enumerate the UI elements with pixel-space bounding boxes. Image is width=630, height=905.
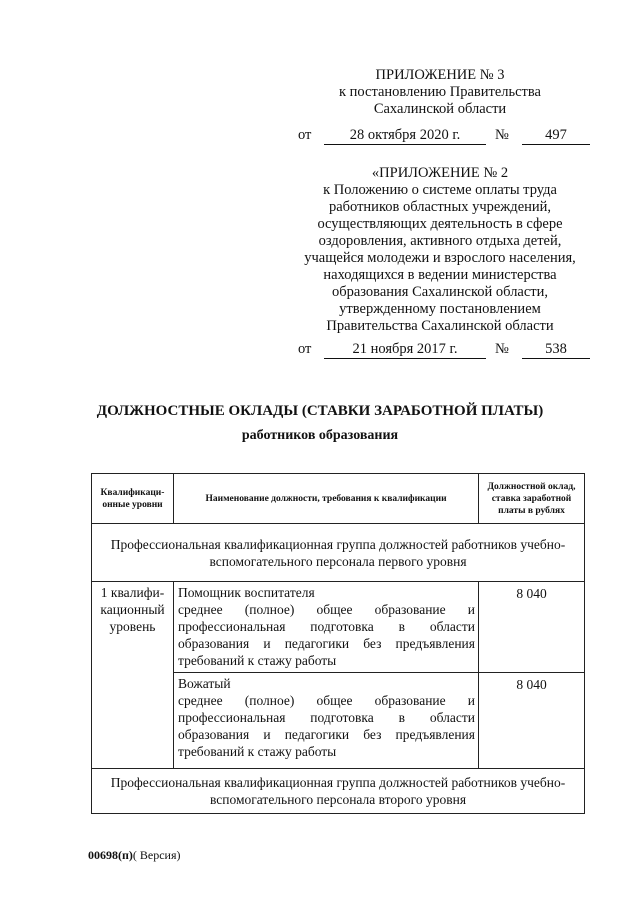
- table-header-row: [92, 474, 585, 524]
- appendix3-reference: [298, 127, 594, 145]
- footer-code: 00698(п): [88, 848, 133, 862]
- appendix3-line-1: к постановлению Правительства: [339, 84, 541, 100]
- position-cell: [174, 582, 479, 673]
- qualification-level: 1 квалифи-кационный уровень: [92, 582, 174, 769]
- appendix2-line: утвержденному постановлением: [339, 301, 541, 317]
- appendix3-line-2: Сахалинской области: [373, 101, 507, 117]
- footer-label: ( Версия): [132, 848, 181, 862]
- document-footer: [88, 848, 181, 863]
- appendix2-line: образования Сахалинской области,: [331, 284, 549, 300]
- table-row: [92, 582, 585, 673]
- appendix2-header: [290, 165, 590, 335]
- position-requirements: среднее (полное) общее образование и профессиональная подготовка в области образования и педагогики без предъявления требований к стажу работы: [178, 693, 475, 759]
- position-cell: [174, 673, 479, 769]
- ref-date: 21 ноября 2017 г.: [324, 341, 486, 359]
- appendix2-line: работников областных учреждений,: [328, 199, 552, 215]
- appendix2-line: Правительства Сахалинской области: [326, 318, 554, 334]
- appendix2-line: учащейся молодежи и взрослого населения,: [304, 250, 576, 266]
- appendix2-title: «ПРИЛОЖЕНИЕ № 2: [371, 165, 509, 181]
- group-1-title: Профессиональная квалификационная группа должностей работников учебно-вспомогательного персонала первого уровня: [92, 524, 585, 582]
- position-requirements: среднее (полное) общее образование и профессиональная подготовка в области образования и педагогики без предъявления требований к стажу работы: [178, 602, 475, 668]
- appendix2-reference: [298, 341, 594, 359]
- appendix2-line: находящихся в ведении министерства: [323, 267, 557, 283]
- salary-table: [91, 473, 585, 814]
- ref-number-label: №: [495, 341, 509, 357]
- col-header-levels: Квалификаци-онные уровни: [92, 474, 174, 524]
- appendix2-line: к Положению о системе оплаты труда: [323, 182, 557, 198]
- appendix2-line: оздоровления, активного отдыха детей,: [318, 233, 562, 249]
- ref-number-label: №: [495, 127, 509, 143]
- table-group-row: [92, 769, 585, 814]
- document-subtitle: работников образования: [241, 428, 399, 443]
- ref-prefix: от: [298, 341, 312, 357]
- ref-prefix: от: [298, 127, 312, 143]
- col-header-position: Наименование должности, требования к квалификации: [174, 474, 479, 524]
- ref-date: 28 октября 2020 г.: [324, 127, 486, 145]
- appendix3-title: ПРИЛОЖЕНИЕ № 3: [375, 67, 505, 83]
- ref-number: 538: [522, 341, 590, 359]
- ref-number: 497: [522, 127, 590, 145]
- col-header-salary: Должностной оклад, ставка заработной платы в рублях: [479, 474, 585, 524]
- appendix3-header: [290, 67, 590, 118]
- table-group-row: [92, 524, 585, 582]
- salary-value: 8 040: [479, 673, 585, 769]
- salary-value: 8 040: [479, 582, 585, 673]
- position-name: Вожатый: [178, 676, 231, 691]
- position-name: Помощник воспитателя: [178, 585, 315, 600]
- group-2-title: Профессиональная квалификационная группа должностей работников учебно-вспомогательного персонала второго уровня: [92, 769, 585, 814]
- document-title: ДОЛЖНОСТНЫЕ ОКЛАДЫ (СТАВКИ ЗАРАБОТНОЙ ПЛАТЫ): [96, 403, 544, 419]
- appendix2-line: осуществляющих деятельность в сфере: [317, 216, 563, 232]
